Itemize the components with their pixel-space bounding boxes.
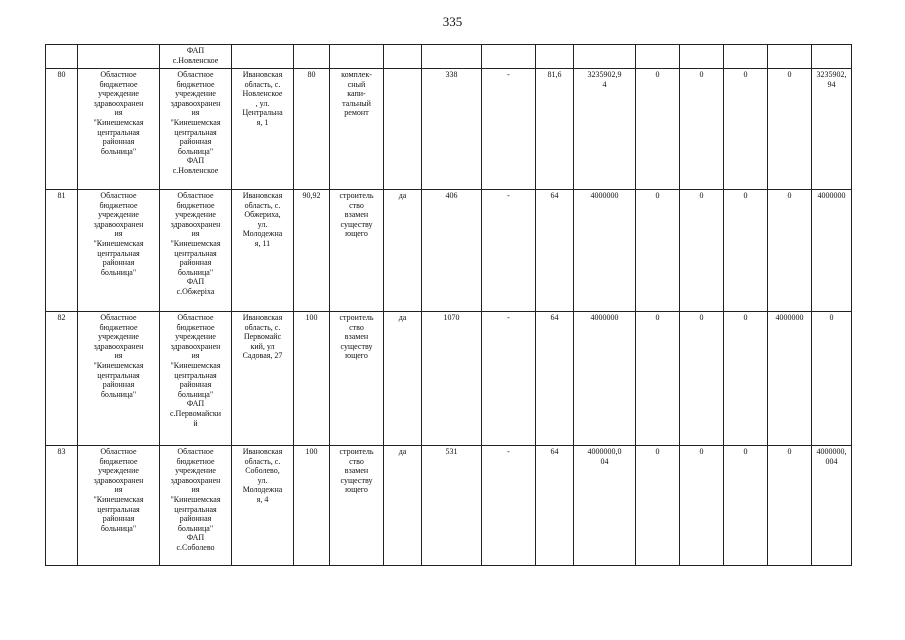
cell-flag (384, 45, 422, 69)
cell-facility (160, 312, 232, 446)
last-text: 4000000 (817, 191, 846, 200)
facility-text: Областное бюджетное учреждение здравоохранен ия "Кинешемская центральная районная больница" ФАП с.Новленское (170, 70, 221, 175)
page-number: 335 (442, 14, 463, 29)
cell-facility (160, 446, 232, 566)
customer-text: Областное бюджетное учреждение здравоохранен ия "Кинешемская центральная районная больница" (93, 191, 144, 277)
cell-area: 406 (422, 190, 482, 312)
cell-total (574, 69, 636, 190)
facilities-table (45, 44, 852, 566)
cell-flag (384, 69, 422, 190)
cell-v1 (636, 45, 680, 69)
cell-v3 (724, 45, 768, 69)
cell-v1: 0 (636, 312, 680, 446)
cell-percent: 64 (536, 190, 574, 312)
cell-v3: 0 (724, 69, 768, 190)
cell-address (232, 190, 294, 312)
cell-v4: 0 (768, 69, 812, 190)
cell-flag: да (384, 190, 422, 312)
cell-no: 80 (46, 69, 78, 190)
cell-capacity (294, 45, 330, 69)
cell-work-type (330, 69, 384, 190)
cell-address (232, 45, 294, 69)
cell-v4: 4000000 (768, 312, 812, 446)
table-row (46, 312, 852, 446)
cell-last (812, 446, 852, 566)
work-type-text: строитель ство взамен существу ющего (339, 191, 374, 239)
cell-customer (78, 69, 160, 190)
table-row (46, 190, 852, 312)
cell-area (422, 45, 482, 69)
address-text: Ивановская область, с. Соболево, ул. Молодежна я, 4 (242, 447, 283, 504)
customer-text: Областное бюджетное учреждение здравоохранен ия "Кинешемская центральная районная больница" (93, 70, 144, 156)
cell-total (574, 190, 636, 312)
table-body (46, 45, 852, 566)
cell-dash (482, 45, 536, 69)
cell-v1: 0 (636, 69, 680, 190)
cell-area: 338 (422, 69, 482, 190)
cell-capacity: 100 (294, 446, 330, 566)
total-text: 4000000,0 04 (587, 447, 622, 466)
cell-flag: да (384, 446, 422, 566)
customer-text: Областное бюджетное учреждение здравоохранен ия "Кинешемская центральная районная больница" (93, 447, 144, 533)
cell-work-type (330, 190, 384, 312)
cell-v4: 0 (768, 446, 812, 566)
address-text: Ивановская область, с. Новленское , ул. Центральна я, 1 (242, 70, 283, 127)
address-text: Ивановская область, с. Первомайс кий, ул Садовая, 27 (242, 313, 283, 361)
work-type-text: строитель ство взамен существу ющего (339, 447, 374, 495)
cell-address (232, 446, 294, 566)
facility-text: ФАП с.Новленское (172, 46, 219, 65)
facility-text: Областное бюджетное учреждение здравоохранен ия "Кинешемская центральная районная больница" ФАП с.Обжерiха (170, 191, 221, 296)
last-text: 4000000, 004 (816, 447, 847, 466)
cell-area: 531 (422, 446, 482, 566)
cell-facility (160, 69, 232, 190)
cell-dash: - (482, 190, 536, 312)
customer-text: Областное бюджетное учреждение здравоохранен ия "Кинешемская центральная районная больница" (93, 313, 144, 399)
cell-work-type (330, 446, 384, 566)
cell-capacity: 80 (294, 69, 330, 190)
cell-work-type (330, 312, 384, 446)
total-text: 4000000 (590, 191, 619, 200)
cell-v1: 0 (636, 446, 680, 566)
cell-percent: 81,6 (536, 69, 574, 190)
last-text: 3235902, 94 (816, 70, 847, 89)
cell-v3: 0 (724, 446, 768, 566)
cell-dash: - (482, 69, 536, 190)
cell-customer (78, 312, 160, 446)
cell-dash: - (482, 312, 536, 446)
cell-v3: 0 (724, 312, 768, 446)
cell-last (812, 45, 852, 69)
cell-customer (78, 45, 160, 69)
cell-no (46, 45, 78, 69)
cell-last (812, 312, 852, 446)
cell-v1: 0 (636, 190, 680, 312)
cell-customer (78, 190, 160, 312)
cell-v2: 0 (680, 312, 724, 446)
cell-v2 (680, 45, 724, 69)
cell-total (574, 45, 636, 69)
cell-capacity: 90,92 (294, 190, 330, 312)
cell-percent: 64 (536, 312, 574, 446)
cell-v4 (768, 45, 812, 69)
cell-v2: 0 (680, 190, 724, 312)
cell-total (574, 312, 636, 446)
facility-text: Областное бюджетное учреждение здравоохранен ия "Кинешемская центральная районная больница" ФАП с.Первомайски й (169, 313, 221, 428)
cell-v2: 0 (680, 69, 724, 190)
last-text: 0 (829, 313, 834, 322)
table-row (46, 446, 852, 566)
cell-flag: да (384, 312, 422, 446)
cell-no: 82 (46, 312, 78, 446)
cell-facility (160, 45, 232, 69)
cell-dash: - (482, 446, 536, 566)
cell-facility (160, 190, 232, 312)
cell-work-type (330, 45, 384, 69)
cell-address (232, 69, 294, 190)
cell-percent: 64 (536, 446, 574, 566)
cell-no: 81 (46, 190, 78, 312)
total-text: 3235902,9 4 (587, 70, 622, 89)
cell-v2: 0 (680, 446, 724, 566)
cell-last (812, 190, 852, 312)
cell-customer (78, 446, 160, 566)
cell-total (574, 446, 636, 566)
cell-last (812, 69, 852, 190)
cell-v4: 0 (768, 190, 812, 312)
facility-text: Областное бюджетное учреждение здравоохранен ия "Кинешемская центральная районная больница" ФАП с.Соболево (170, 447, 221, 552)
total-text: 4000000 (590, 313, 619, 322)
cell-area: 1070 (422, 312, 482, 446)
work-type-text: комплек- сный капи- тальный ремонт (341, 70, 372, 118)
cell-no: 83 (46, 446, 78, 566)
cell-v3: 0 (724, 190, 768, 312)
table-row (46, 69, 852, 190)
cell-address (232, 312, 294, 446)
cell-capacity: 100 (294, 312, 330, 446)
table-row-continuation (46, 45, 852, 69)
cell-percent (536, 45, 574, 69)
address-text: Ивановская область, с. Обжериха, ул. Молодежна я, 11 (242, 191, 283, 248)
work-type-text: строитель ство взамен существу ющего (339, 313, 374, 361)
